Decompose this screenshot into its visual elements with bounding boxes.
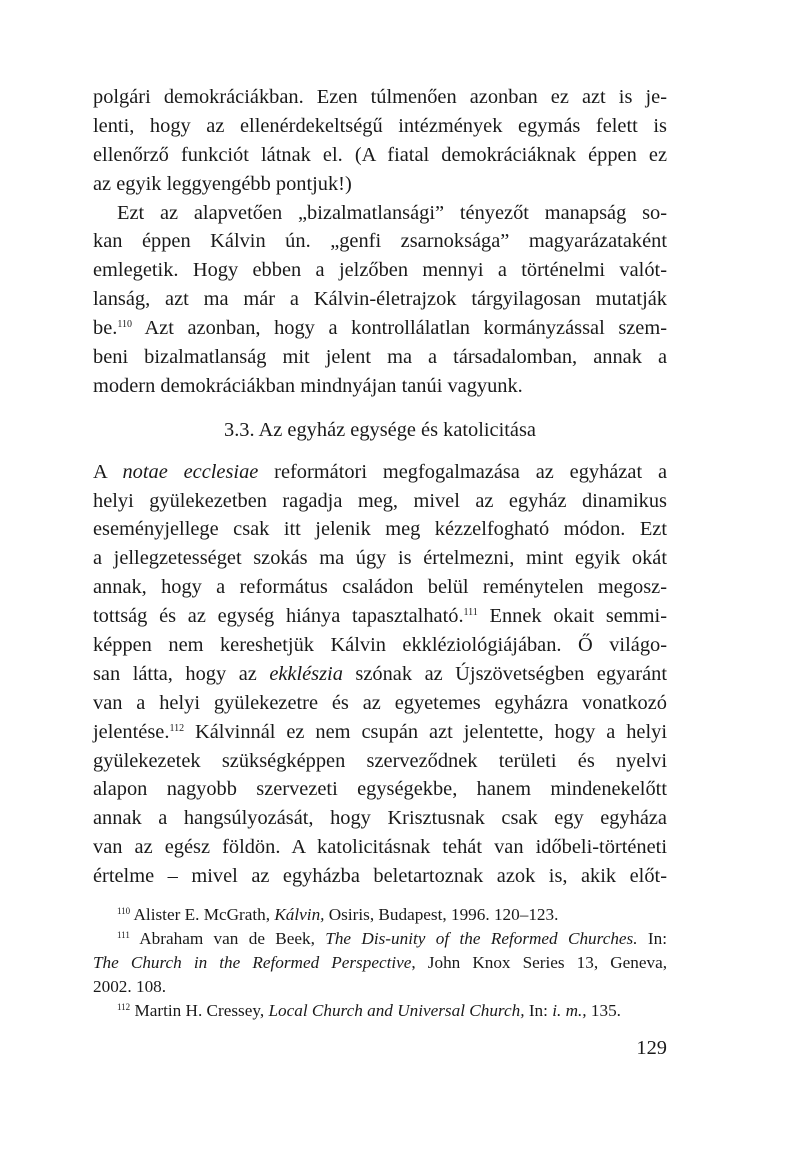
text-segment: Osiris, Budapest, 1996. 120–123.: [324, 905, 559, 924]
text-line: [93, 458, 667, 487]
text-line: van az egész földön. A katolicitásnak tehát van időbeli-történeti: [93, 836, 667, 859]
italic-title: Local Church and Universal Church,: [268, 1001, 525, 1020]
footnote-number: 110: [117, 906, 131, 916]
text-segment: Kálvinnál ez nem csupán azt jelentette, hogy a helyi: [184, 720, 667, 743]
text-line: képpen nem kereshetjük Kálvin ekkléziológiájában. Ő világo-: [93, 634, 667, 657]
text-segment: san látta, hogy az: [93, 662, 270, 685]
text-segment: Ennek okait semmi-: [477, 605, 667, 628]
italic-title: The Church in the Reformed Perspective: [93, 953, 412, 972]
text-line: alapon nagyobb szervezeti egységekbe, hanem mindenekelőtt: [93, 778, 667, 801]
text-line: polgári demokráciákban. Ezen túlmenően azonban ez azt is je-: [93, 86, 667, 108]
text-line: ellenőrző funkciót látnak el. (A fiatal demokráciáknak éppen ez: [93, 143, 667, 166]
text-line: [93, 660, 667, 689]
text-segment: Martin H. Cressey,: [130, 1001, 269, 1020]
footnote-number: 111: [117, 930, 130, 940]
footnote-112: [93, 999, 667, 1023]
footnote-110: [93, 903, 667, 927]
italic-term: notae ecclesiae: [122, 460, 259, 483]
text-line: helyi gyülekezetben ragadja meg, mivel az egyház dinamikus: [93, 489, 667, 512]
text-segment: be.: [93, 317, 118, 340]
text-line: lenti, hogy az ellenérdekeltségű intézmények egymás felett is: [93, 114, 667, 137]
text-line: emlegetik. Hogy ebben a jelzőben mennyi a történelmi valót-: [93, 259, 667, 282]
text-segment: reformátori megfogalmazása az egyházat a: [258, 460, 668, 483]
text-line: van a helyi gyülekezetre és az egyetemes egyházra vonatkozó: [93, 691, 667, 714]
footnote-number: 112: [117, 1002, 131, 1012]
footnotes: [93, 903, 667, 1023]
text-segment: jelentése.: [93, 720, 170, 743]
text-line: [93, 602, 667, 631]
text-line: [93, 718, 667, 747]
text-line: annak a hangsúlyozását, hogy Krisztusnak csak egy egyháza: [93, 807, 667, 830]
text-segment: In:: [524, 1001, 553, 1020]
page-number: 129: [636, 1037, 667, 1059]
text-segment: Azt azonban, hogy a kontrollálatlan kormányzással szem-: [131, 317, 667, 340]
text-line: [93, 314, 667, 343]
italic-ref: i. m.,: [552, 1001, 587, 1020]
text-segment: szónak az Újszövetségben egyaránt: [342, 662, 667, 685]
text-line: értelme – mivel az egyházba beletartoznak azok is, akik előt-: [93, 865, 667, 888]
footnote-ref-112[interactable]: 112: [169, 722, 185, 734]
text-segment: , John Knox Series 13, Geneva,: [411, 953, 668, 972]
text-line: Ezt az alapvetően „bizalmatlansági” tényezőt manapság so-: [117, 201, 667, 224]
footnote-ref-111[interactable]: 111: [463, 607, 478, 619]
text-line: lanság, azt ma már a Kálvin-életrajzok tárgyilagosan mutatják: [93, 288, 667, 311]
footnote-111: [93, 927, 667, 951]
text-line: kan éppen Kálvin ún. „genfi zsarnoksága” magyarázataként: [93, 230, 667, 253]
text-segment: A: [93, 460, 123, 483]
text-line: modern demokráciákban mindnyájan tanúi vagyunk.: [93, 374, 523, 397]
footnote-111-cont: [93, 951, 667, 975]
footnote-ref-110[interactable]: 110: [117, 319, 132, 331]
text-segment: Alister E. McGrath,: [130, 905, 275, 924]
text-line: eseményjellege csak itt jelenik meg kézzelfogható módon. Ezt: [93, 518, 667, 541]
text-segment: 135.: [586, 1001, 621, 1020]
text-line: beni bizalmatlanság mit jelent ma a társadalomban, annak a: [93, 346, 667, 369]
text-line: az egyik leggyengébb pontjuk!): [93, 172, 352, 195]
paragraph-2: [93, 199, 667, 401]
italic-term: ekklészia: [269, 662, 343, 685]
text-line: gyülekezetek szükségképpen szerveződnek területi és nyelvi: [93, 749, 667, 772]
italic-title: The Dis-unity of the Reformed Churches.: [325, 929, 638, 948]
text-segment: Abraham van de Beek,: [129, 929, 326, 948]
section-heading: 3.3. Az egyház egysége és katolicitása: [224, 418, 536, 441]
paragraph-1: [93, 83, 667, 199]
page-body: [93, 83, 667, 891]
paragraph-3: [93, 458, 667, 891]
text-line: a jellegzetességet szokás ma úgy is értelmezni, mint egyik okát: [93, 547, 667, 570]
footnote-111-end: 2002. 108.: [93, 977, 167, 996]
italic-title: Kálvin,: [274, 905, 325, 924]
text-segment: In:: [637, 929, 667, 948]
text-segment: tottság és az egység hiánya tapasztalható.: [93, 605, 464, 628]
text-line: annak, hogy a református családon belül reménytelen megosz-: [93, 576, 667, 599]
